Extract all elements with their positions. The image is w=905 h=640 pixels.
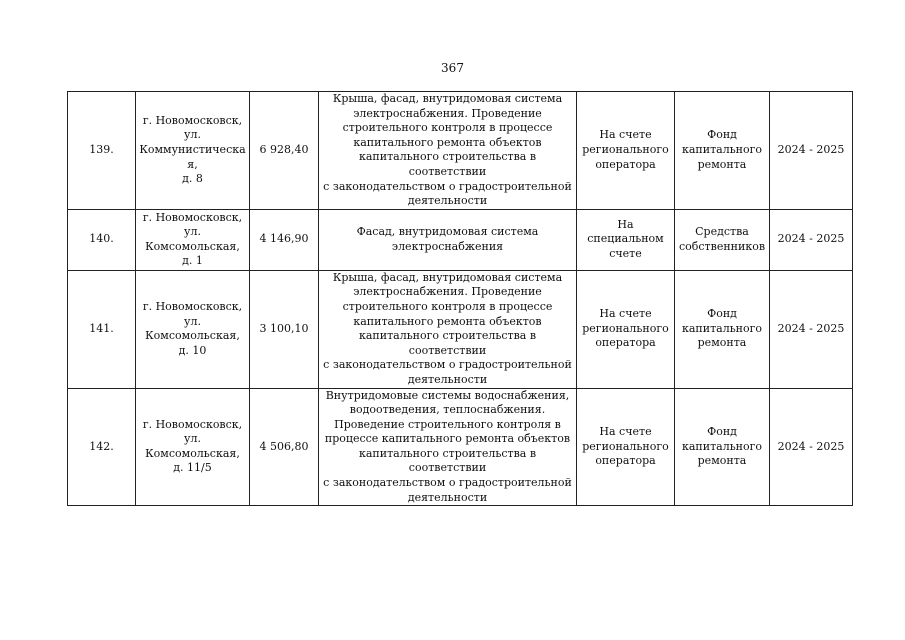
text-line: ул. Комсомольская, xyxy=(145,225,240,253)
text-line: ремонта xyxy=(697,336,747,350)
amount-cell: 3 100,10 xyxy=(250,270,319,388)
text-line: капитального строительства в соответствии xyxy=(358,446,537,475)
text-line: г. Новомосковск, xyxy=(142,417,243,431)
text-line: с законодательством о градостроительной xyxy=(323,179,572,193)
amount-cell: 4 146,90 xyxy=(250,209,319,270)
years-cell: 2024 - 2025 xyxy=(770,209,853,270)
text-line: д. 10 xyxy=(178,343,207,357)
address-cell xyxy=(136,209,250,270)
account-cell xyxy=(577,209,675,270)
page-number: 367 xyxy=(441,61,464,75)
table-row xyxy=(68,92,853,210)
works-cell xyxy=(319,209,577,270)
text-line: д. 1 xyxy=(182,254,203,268)
text-line: д. 8 xyxy=(182,172,203,186)
text-line: Коммунистическая, xyxy=(139,143,246,171)
years-cell: 2024 - 2025 xyxy=(770,92,853,210)
text-line: электроснабжения. Проведение xyxy=(353,285,542,299)
works-cell xyxy=(319,388,577,506)
text-line: водоотведения, теплоснабжения. xyxy=(349,403,546,417)
text-line: На счете xyxy=(599,128,652,142)
funding-source-cell xyxy=(675,270,770,388)
row-number-cell: 142. xyxy=(68,388,136,506)
account-cell xyxy=(577,270,675,388)
text-line: капитального строительства в соответствии xyxy=(358,329,537,357)
text-line: ремонта xyxy=(697,454,747,468)
text-line: г. Новомосковск, ул. xyxy=(142,113,243,142)
text-line: оператора xyxy=(595,454,656,468)
text-line: ул. Комсомольская, xyxy=(145,314,240,343)
text-line: процессе капитального ремонта объектов xyxy=(324,432,571,446)
text-line: специальном xyxy=(587,232,664,246)
text-line: Фонд xyxy=(707,128,737,142)
text-line: Внутридомовые системы водоснабжения, xyxy=(325,388,570,402)
text-line: оператора xyxy=(595,157,656,171)
years-cell: 2024 - 2025 xyxy=(770,388,853,506)
works-cell xyxy=(319,270,577,388)
text-line: Средства xyxy=(695,225,749,239)
text-line: капитального xyxy=(681,143,763,157)
text-line: электроснабжения xyxy=(391,239,504,253)
text-line: Фонд xyxy=(707,307,737,321)
text-line: оператора xyxy=(595,336,656,350)
text-line: Крыша, фасад, внутридомовая система xyxy=(332,270,563,284)
text-line: На счете xyxy=(599,424,652,438)
text-line: с законодательством о градостроительной xyxy=(323,476,572,490)
table-row xyxy=(68,209,853,270)
table-row xyxy=(68,388,853,506)
text-line: с законодательством о градостроительной xyxy=(323,358,572,372)
account-cell xyxy=(577,388,675,506)
text-line: строительного контроля в процессе xyxy=(342,299,553,313)
text-line: г. Новомосковск, xyxy=(142,299,243,313)
text-line: деятельности xyxy=(407,194,488,208)
text-line: ул. Комсомольская, xyxy=(145,432,240,460)
text-line: капитального строительства в соответствии xyxy=(358,150,537,178)
text-line: На счете xyxy=(599,307,652,321)
row-number-cell: 139. xyxy=(68,92,136,210)
text-line: Фонд xyxy=(707,424,737,438)
text-line: регионального xyxy=(582,439,669,453)
table-row xyxy=(68,270,853,388)
address-cell xyxy=(136,270,250,388)
text-line: деятельности xyxy=(407,372,488,386)
text-line: электроснабжения. Проведение xyxy=(353,106,542,120)
funding-source-cell xyxy=(675,92,770,210)
text-line: капитального xyxy=(681,439,763,453)
text-line: капитального ремонта объектов xyxy=(353,135,542,149)
text-line: Фасад, внутридомовая система xyxy=(356,225,539,239)
text-line: Проведение строительного контроля в xyxy=(334,417,561,431)
funding-source-cell xyxy=(675,209,770,270)
works-cell xyxy=(319,92,577,210)
text-line: Крыша, фасад, внутридомовая система xyxy=(332,92,563,105)
address-cell xyxy=(136,388,250,506)
text-line: строительного контроля в процессе xyxy=(342,121,553,135)
text-line: регионального xyxy=(582,143,669,157)
text-line: деятельности xyxy=(407,490,488,504)
text-line: собственников xyxy=(678,239,766,253)
account-cell xyxy=(577,92,675,210)
funding-source-cell xyxy=(675,388,770,506)
text-line: счете xyxy=(609,247,642,261)
row-number-cell: 141. xyxy=(68,270,136,388)
text-line: капитального ремонта объектов xyxy=(353,314,542,328)
text-line: регионального xyxy=(582,321,669,335)
text-line: г. Новомосковск, xyxy=(142,210,243,224)
text-line: ремонта xyxy=(697,157,747,171)
repair-schedule-table xyxy=(67,91,853,506)
text-line: капитального xyxy=(681,321,763,335)
address-cell xyxy=(136,92,250,210)
row-number-cell: 140. xyxy=(68,209,136,270)
text-line: д. 11/5 xyxy=(173,461,212,475)
amount-cell: 6 928,40 xyxy=(250,92,319,210)
years-cell: 2024 - 2025 xyxy=(770,270,853,388)
text-line: На xyxy=(617,217,634,231)
amount-cell: 4 506,80 xyxy=(250,388,319,506)
